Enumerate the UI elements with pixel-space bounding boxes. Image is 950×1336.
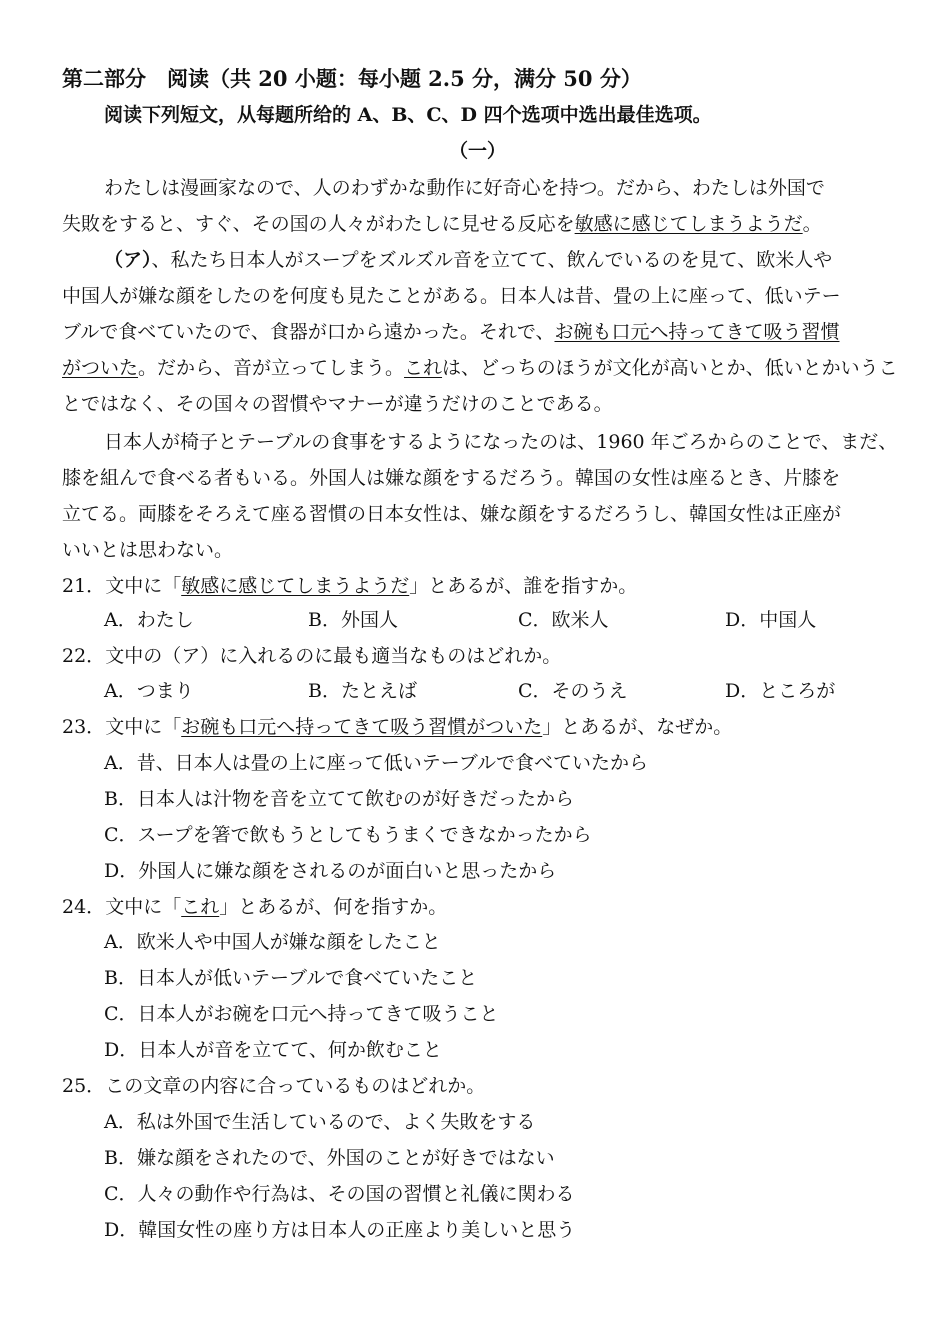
option-d[interactable]: D．外国人に嫌な顔をされるのが面白いと思ったから: [104, 860, 557, 882]
passage-text: 、私たち日本人がスープをズルズル音を立てて、飲んでいるのを見て、欧米人や: [151, 249, 833, 271]
stem-underlined: お碗も口元へ持ってきて吸う習慣がついた: [181, 716, 543, 738]
option-a[interactable]: A．欧米人や中国人が嫌な顔をしたこと: [104, 931, 441, 953]
question-number: 25．: [62, 1075, 106, 1097]
passage-text: は、どっちのほうが文化が高いとか、低いとかいうこ: [442, 357, 898, 379]
question-stem: [62, 715, 732, 739]
instruction: 阅读下列短文，从每题所给的 A、B、C、D 四个选项中选出最佳选项。: [104, 104, 712, 126]
option-a[interactable]: A．昔、日本人は畳の上に座って低いテーブルで食べていたから: [104, 752, 649, 774]
option-c[interactable]: C．日本人がお碗を口元へ持ってきて吸うこと: [104, 1003, 499, 1025]
stem-text: 」とあるが、なぜか。: [542, 716, 733, 738]
option-d[interactable]: D．ところが: [725, 680, 836, 702]
option-b[interactable]: B．外国人: [308, 609, 398, 631]
question-number: 23．: [62, 716, 106, 738]
section-title: 第二部分 阅读（共 20 小题：每小题 2.5 分，满分 50 分）: [62, 66, 642, 91]
stem-underlined: 敏感に感じてしまうようだ: [181, 575, 410, 597]
question-stem: [62, 574, 637, 598]
stem-text: 文中に「: [105, 716, 182, 738]
option-c[interactable]: C．そのうえ: [518, 680, 628, 702]
option-c[interactable]: C．欧米人: [518, 609, 609, 631]
underlined-phrase: がついた: [62, 357, 139, 379]
passage-line: わたしは漫画家なので、人のわずかな動作に好奇心を持つ。だから、わたしは外国で: [104, 177, 825, 199]
stem-text: 」とあるが、誰を指すか。: [409, 575, 638, 597]
underlined-phrase: お碗も口元へ持ってきて吸う習慣: [554, 321, 840, 343]
passage-line: [62, 356, 898, 380]
option-a[interactable]: A．わたし: [104, 609, 194, 631]
stem-text: 文中の（ア）に入れるのに最も適当なものはどれか。: [105, 645, 562, 667]
question-stem: [62, 895, 447, 919]
option-c[interactable]: C．人々の動作や行為は、その国の習慣と礼儀に関わる: [104, 1183, 575, 1205]
passage-line: 日本人が椅子とテーブルの食事をするようになったのは、1960 年ごろからのことで、まだ、: [104, 431, 898, 453]
question-stem: [62, 644, 561, 668]
option-b[interactable]: B．日本人は汁物を音を立てて飲むのが好きだったから: [104, 788, 574, 810]
option-d[interactable]: D．日本人が音を立てて、何か飲むこと: [104, 1039, 442, 1061]
option-row: [0, 679, 950, 703]
passage-line: 立てる。両膝をそろえて座る習慣の日本女性は、嫌な顔をするだろうし、韓国女性は正座が: [62, 503, 842, 525]
stem-underlined: これ: [181, 896, 220, 918]
passage-line: 膝を組んで食べる者もいる。外国人は嫌な顔をするだろう。韓国の女性は座るとき、片膝を: [62, 467, 841, 489]
option-a[interactable]: A．つまり: [104, 680, 194, 702]
question-number: 21．: [62, 575, 106, 597]
passage-line: [62, 320, 840, 344]
stem-text: 文中に「: [105, 896, 182, 918]
underlined-phrase: これ: [404, 357, 443, 379]
passage-line: とではなく、その国々の習慣やマナーが違うだけのことである。: [62, 393, 613, 415]
option-row: [0, 608, 950, 632]
passage-text: ブルで食べていたので、食器が口から遠かった。それで、: [62, 321, 555, 343]
passage-line: [104, 248, 832, 272]
blank-marker: （ア）: [104, 249, 152, 271]
option-b[interactable]: B．日本人が低いテーブルで食べていたこと: [104, 967, 478, 989]
option-d[interactable]: D．韓国女性の座り方は日本人の正座より美しいと思う: [104, 1219, 576, 1241]
passage-line: 中国人が嫌な顔をしたのを何度も見たことがある。日本人は昔、畳の上に座って、低いテー: [62, 285, 841, 307]
passage-text: 失敗をすると、すぐ、その国の人々がわたしに見せる反応を: [62, 213, 575, 235]
underlined-phrase: 敏感に感じてしまうようだ: [574, 213, 803, 235]
option-d[interactable]: D．中国人: [725, 609, 817, 631]
question-number: 24．: [62, 896, 106, 918]
passage-number: （一）: [449, 140, 507, 162]
question-stem: [62, 1074, 485, 1098]
passage-text: 。だから、音が立ってしまう。: [138, 357, 405, 379]
option-a[interactable]: A．私は外国で生活しているので、よく失敗をする: [104, 1111, 536, 1133]
stem-text: 」とあるが、何を指すか。: [219, 896, 448, 918]
option-b[interactable]: B．たとえば: [308, 680, 417, 702]
option-c[interactable]: C．スープを箸で飲もうとしてもうまくできなかったから: [104, 824, 592, 846]
passage-text: 。: [802, 213, 822, 235]
passage-line: いいとは思わない。: [62, 539, 234, 561]
option-b[interactable]: B．嫌な顔をされたので、外国のことが好きではない: [104, 1147, 555, 1169]
question-number: 22．: [62, 645, 106, 667]
passage-line: [62, 212, 822, 236]
stem-text: この文章の内容に合っているものはどれか。: [105, 1075, 486, 1097]
stem-text: 文中に「: [105, 575, 182, 597]
